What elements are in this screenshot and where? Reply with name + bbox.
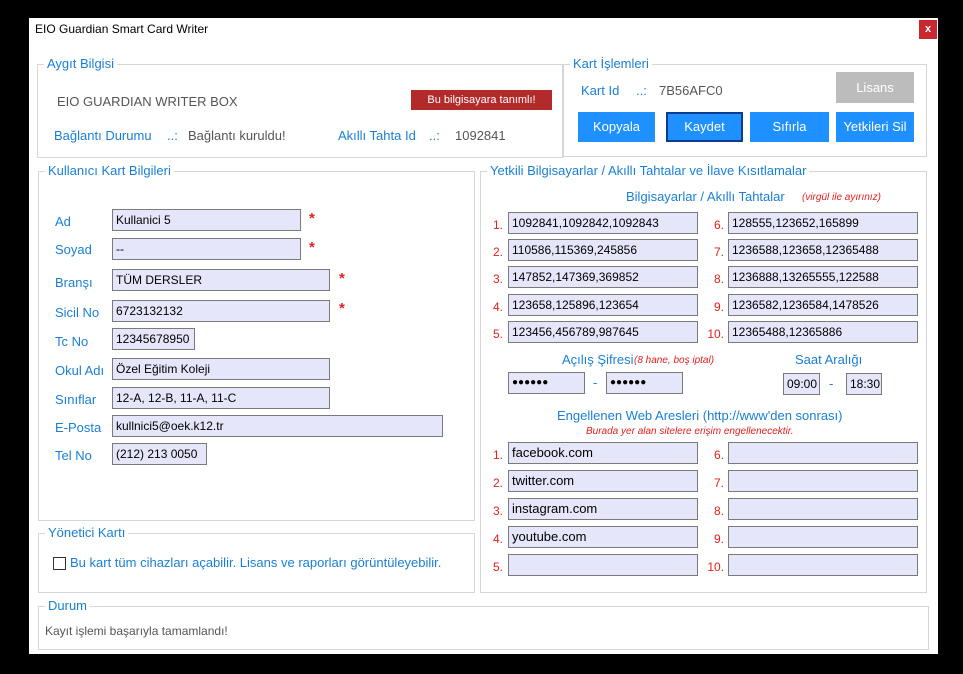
user-card-group (38, 163, 475, 521)
time-end-input[interactable]: 18:30 (846, 373, 882, 395)
field-label-ad: Ad (55, 214, 71, 229)
connection-status-value: Bağlantı kuruldu! (188, 128, 286, 143)
title-bar (29, 18, 938, 42)
authorized-group (480, 163, 927, 593)
computer-num: 7. (713, 245, 724, 259)
computer-input[interactable]: 1236582,1236584,1478526 (728, 294, 918, 316)
site-input[interactable] (728, 526, 918, 548)
register-device-button[interactable]: Bu bilgisayara tanımlı! (411, 90, 552, 110)
computer-input[interactable]: 123456,456789,987645 (508, 321, 698, 343)
site-num: 5. (492, 560, 503, 574)
computer-num: 10. (707, 327, 724, 341)
site-num: 2. (492, 476, 503, 490)
computer-num: 2. (492, 245, 503, 259)
computer-num: 4. (492, 300, 503, 314)
site-num: 3. (492, 504, 503, 518)
computer-input[interactable]: 128555,123652,165899 (728, 212, 918, 234)
site-input[interactable]: instagram.com (508, 498, 698, 520)
field-input-soyad[interactable]: -- (112, 238, 301, 260)
site-input[interactable]: twitter.com (508, 470, 698, 492)
user-card-title: Kullanıcı Kart Bilgileri (45, 163, 174, 178)
device-name: EIO GUARDIAN WRITER BOX (57, 94, 238, 109)
admin-card-title: Yönetici Kartı (45, 525, 128, 540)
field-label-okul: Okul Adı (55, 363, 105, 378)
computer-num: 1. (492, 218, 503, 232)
required-mark: * (339, 270, 345, 287)
computer-input[interactable]: 12365488,12365886 (728, 321, 918, 343)
card-ops-group (563, 56, 927, 157)
field-input-brans[interactable]: TÜM DERSLER (112, 269, 330, 291)
site-input[interactable] (508, 554, 698, 576)
computer-input[interactable]: 1092841,1092842,1092843 (508, 212, 698, 234)
field-label-eposta: E-Posta (55, 420, 102, 435)
copy-button[interactable]: Kopyala (578, 112, 655, 142)
board-id-value: 1092841 (455, 128, 506, 143)
password-hint: (8 hane, boş iptal) (634, 355, 715, 366)
status-group (38, 598, 929, 650)
computer-num: 9. (713, 300, 724, 314)
field-label-brans: Branşı (55, 275, 93, 290)
password-dash: - (593, 375, 598, 390)
computers-hint: (virgül ile ayırınız) (802, 192, 881, 203)
computer-num: 5. (492, 327, 503, 341)
admin-checkbox[interactable] (53, 557, 66, 570)
field-label-sicil: Sicil No (55, 305, 100, 320)
field-input-tc[interactable]: 12345678950 (112, 328, 195, 350)
save-button[interactable]: Kaydet (666, 112, 743, 142)
window-title: EIO Guardian Smart Card Writer (35, 22, 209, 36)
field-input-siniflar[interactable]: 12-A, 12-B, 11-A, 11-C (112, 387, 330, 409)
time-start-input[interactable]: 09:00 (783, 373, 820, 395)
site-input[interactable] (728, 498, 918, 520)
admin-card-group (38, 525, 475, 593)
card-id-label: Kart Id (581, 83, 620, 98)
site-input[interactable] (728, 470, 918, 492)
field-input-ad[interactable]: Kullanici 5 (112, 209, 301, 231)
app-window (29, 18, 938, 654)
license-button[interactable]: Lisans (836, 72, 914, 103)
computer-input[interactable]: 123658,125896,123654 (508, 294, 698, 316)
field-input-okul[interactable]: Özel Eğitim Koleji (112, 358, 330, 380)
device-info-group (37, 56, 563, 158)
close-button[interactable]: x (919, 20, 937, 39)
connection-status-label: Bağlantı Durumu (54, 128, 152, 143)
status-message: Kayıt işlemi başarıyla tamamlandı! (45, 624, 228, 638)
password-input-a[interactable]: ●●●●●● (508, 372, 585, 394)
site-num: 8. (713, 504, 724, 518)
field-label-tel: Tel No (55, 448, 92, 463)
site-num: 9. (713, 532, 724, 546)
field-input-sicil[interactable]: 6723132132 (112, 300, 330, 322)
authorized-title: Yetkili Bilgisayarlar / Akıllı Tahtalar ve İlave Kısıtlamalar (487, 163, 809, 178)
card-id-value: 7B56AFC0 (659, 83, 723, 98)
status-title: Durum (45, 598, 90, 613)
site-input[interactable] (728, 554, 918, 576)
computer-num: 3. (492, 272, 503, 286)
board-id-sep: ..: (429, 128, 440, 143)
blocked-sites-hint: Burada yer alan sitelere erişim engellenecektir. (586, 426, 794, 437)
computer-num: 6. (713, 218, 724, 232)
site-input[interactable] (728, 442, 918, 464)
computer-input[interactable]: 147852,147369,369852 (508, 266, 698, 288)
reset-button[interactable]: Sıfırla (750, 112, 829, 142)
site-input[interactable]: facebook.com (508, 442, 698, 464)
required-mark: * (309, 239, 315, 256)
computer-input[interactable]: 110586,115369,245856 (508, 239, 698, 261)
password-label: Açılış Şifresi (562, 352, 634, 367)
delete-permissions-button[interactable]: Yetkileri Sil (836, 112, 914, 142)
field-input-eposta[interactable]: kullnici5@oek.k12.tr (112, 415, 443, 437)
site-num: 4. (492, 532, 503, 546)
card-id-sep: ..: (636, 83, 647, 98)
time-dash: - (829, 376, 834, 391)
password-input-b[interactable]: ●●●●●● (606, 372, 683, 394)
admin-checkbox-label[interactable]: Bu kart tüm cihazları açabilir. Lisans ve raporları görüntüleyebilir. (70, 555, 442, 570)
site-num: 7. (713, 476, 724, 490)
field-label-siniflar: Sınıflar (55, 392, 97, 407)
field-label-tc: Tc No (55, 334, 89, 349)
device-info-title: Aygıt Bilgisi (44, 56, 117, 71)
computer-input[interactable]: 1236888,13265555,122588 (728, 266, 918, 288)
computer-num: 8. (713, 272, 724, 286)
required-mark: * (339, 300, 345, 317)
site-input[interactable]: youtube.com (508, 526, 698, 548)
field-label-soyad: Soyad (55, 242, 92, 257)
site-num: 6. (713, 448, 724, 462)
site-num: 1. (492, 448, 503, 462)
connection-status-sep: ..: (167, 128, 178, 143)
card-ops-title: Kart İşlemleri (570, 56, 652, 71)
computer-input[interactable]: 1236588,123658,12365488 (728, 239, 918, 261)
time-range-label: Saat Aralığı (795, 352, 863, 367)
field-input-tel[interactable]: (212) 213 0050 (112, 443, 207, 465)
computers-label: Bilgisayarlar / Akıllı Tahtalar (626, 189, 785, 204)
required-mark: * (309, 210, 315, 227)
board-id-label: Akıllı Tahta Id (338, 128, 416, 143)
blocked-sites-label: Engellenen Web Aresleri (http://www'den sonrası) (557, 408, 843, 423)
site-num: 10. (707, 560, 724, 574)
